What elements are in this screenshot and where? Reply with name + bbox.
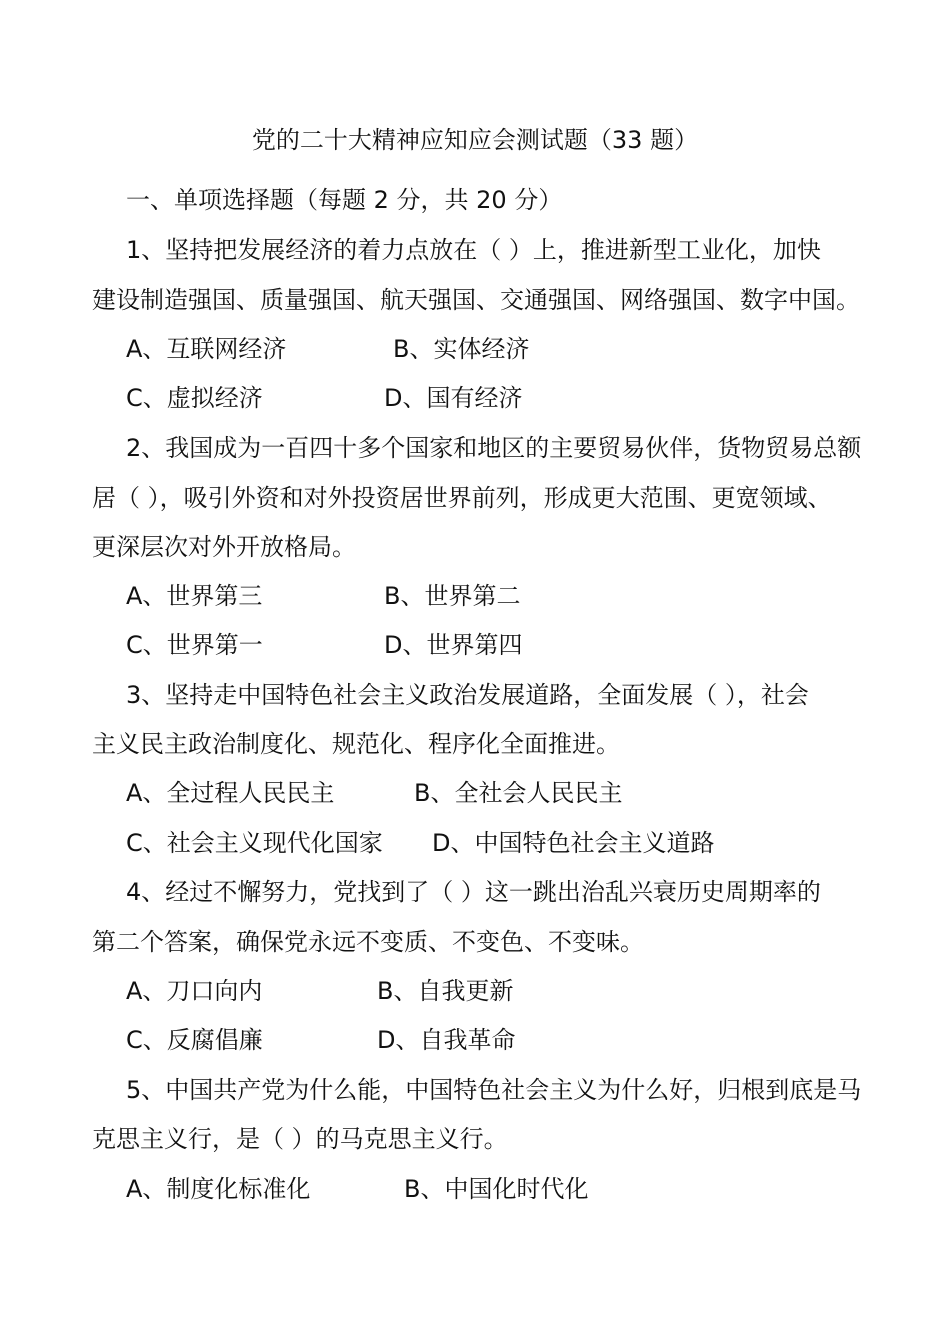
question-3-line-1: 3、坚持走中国特色社会主义政治发展道路，全面发展（ ），社会 bbox=[126, 681, 809, 709]
question-4-line-2: 第二个答案，确保党永远不变质、不变色、不变味。 bbox=[92, 928, 644, 956]
question-2-line-1: 2、我国成为一百四十多个国家和地区的主要贸易伙伴，货物贸易总额 bbox=[126, 434, 862, 462]
question-2-option-b: B、世界第二 bbox=[384, 582, 521, 610]
question-3-option-c: C、社会主义现代化国家 bbox=[126, 829, 383, 857]
question-4-line-1: 4、经过不懈努力，党找到了（ ）这一跳出治乱兴衰历史周期率的 bbox=[126, 878, 821, 906]
question-2-option-a: A、世界第三 bbox=[126, 582, 263, 610]
question-5-option-a: A、制度化标准化 bbox=[126, 1175, 311, 1203]
question-1-option-d: D、国有经济 bbox=[384, 384, 523, 412]
question-4-option-d: D、自我革命 bbox=[377, 1026, 516, 1054]
question-2-line-2: 居（ ），吸引外资和对外投资居世界前列，形成更大范围、更宽领域、 bbox=[92, 484, 832, 512]
question-3-line-2: 主义民主政治制度化、规范化、程序化全面推进。 bbox=[92, 730, 620, 758]
question-2-option-c: C、世界第一 bbox=[126, 631, 263, 659]
question-1-line-2: 建设制造强国、质量强国、航天强国、交通强国、网络强国、数字中国。 bbox=[92, 286, 860, 314]
question-1-option-c: C、虚拟经济 bbox=[126, 384, 263, 412]
question-3-option-b: B、全社会人民民主 bbox=[414, 779, 623, 807]
question-4-option-a: A、刀口向内 bbox=[126, 977, 263, 1005]
question-5-line-2: 克思主义行，是（ ）的马克思主义行。 bbox=[92, 1125, 508, 1153]
question-1-line-1: 1、坚持把发展经济的着力点放在（ ）上，推进新型工业化，加快 bbox=[126, 236, 821, 264]
question-4-option-c: C、反腐倡廉 bbox=[126, 1026, 263, 1054]
page-title: 党的二十大精神应知应会测试题（33 题） bbox=[251, 126, 699, 154]
question-3-option-d: D、中国特色社会主义道路 bbox=[432, 829, 715, 857]
question-5-option-b: B、中国化时代化 bbox=[404, 1175, 589, 1203]
question-5-line-1: 5、中国共产党为什么能，中国特色社会主义为什么好，归根到底是马 bbox=[126, 1076, 862, 1104]
question-1-option-a: A、互联网经济 bbox=[126, 335, 287, 363]
question-3-option-a: A、全过程人民民主 bbox=[126, 779, 335, 807]
question-2-line-3: 更深层次对外开放格局。 bbox=[92, 533, 356, 561]
question-4-option-b: B、自我更新 bbox=[377, 977, 514, 1005]
question-2-option-d: D、世界第四 bbox=[384, 631, 523, 659]
question-1-option-b: B、实体经济 bbox=[393, 335, 530, 363]
section-heading: 一、单项选择题（每题 2 分，共 20 分） bbox=[126, 186, 563, 214]
